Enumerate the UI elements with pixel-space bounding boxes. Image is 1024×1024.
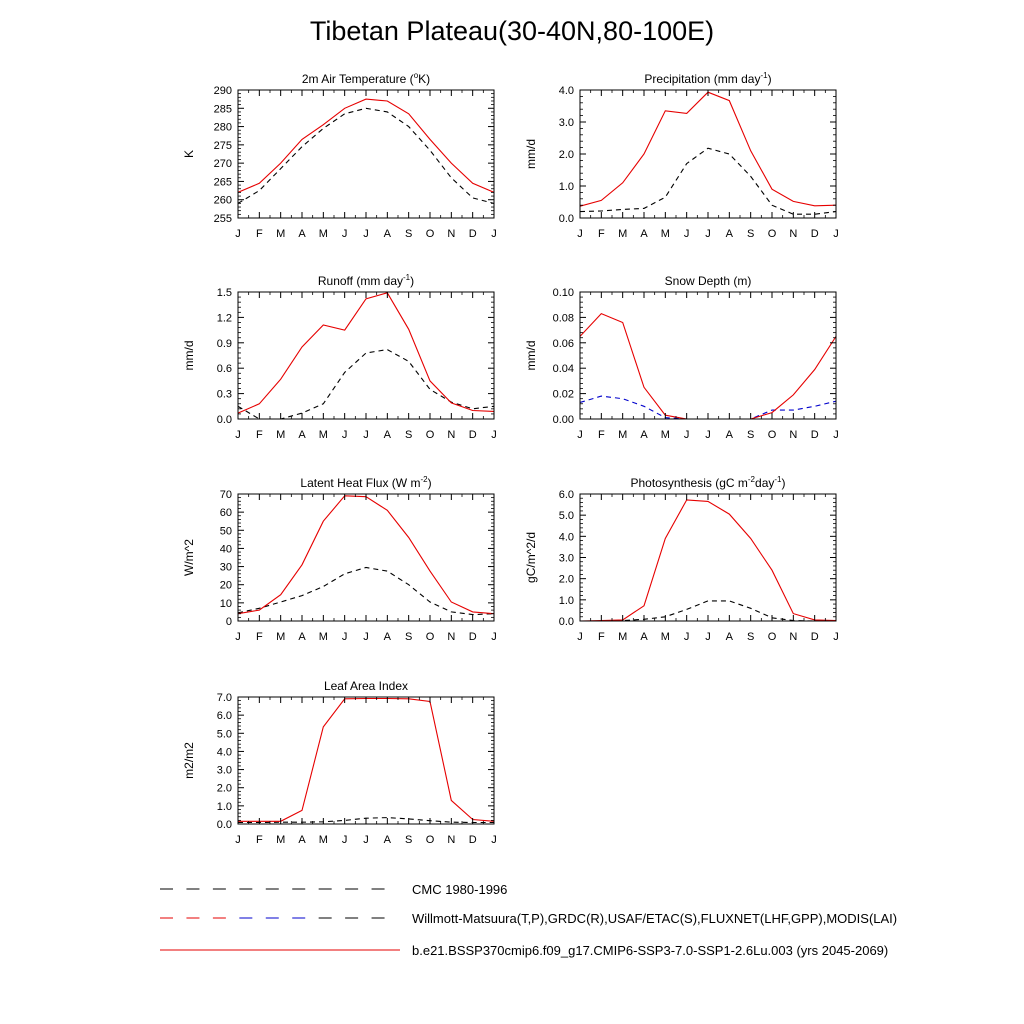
- legend-entry-3: [160, 943, 888, 958]
- x-tick-label: F: [597, 631, 605, 643]
- series-line-model: [238, 293, 494, 413]
- x-tick-label: D: [468, 631, 477, 643]
- series-line-model: [580, 500, 836, 621]
- plot-frame: [580, 494, 836, 621]
- x-tick-label: N: [447, 631, 456, 643]
- x-tick-label: J: [341, 228, 348, 240]
- x-tick-label: J: [491, 631, 497, 643]
- y-tick-label: 5.0: [216, 728, 232, 741]
- y-tick-label: 0.0: [558, 213, 574, 225]
- y-axis-label: K: [182, 149, 196, 159]
- y-tick-label: 0.02: [552, 388, 574, 401]
- x-tick-label: J: [577, 228, 583, 240]
- legend-entry-1: [160, 882, 507, 897]
- x-tick-label: M: [660, 228, 670, 240]
- y-tick-label: 70: [219, 489, 232, 501]
- y-axis-label: gC/m^2/d: [524, 532, 538, 583]
- x-tick-label: J: [235, 834, 241, 846]
- y-tick-label: 1.0: [216, 800, 232, 813]
- y-axis-label: W/m^2: [182, 539, 196, 576]
- panel-title: 2m Air Temperature ($^o$K): [301, 71, 431, 86]
- panel-title: Photosynthesis (gC $m^{-2}day^{-1}$): [630, 475, 786, 490]
- y-tick-label: 7.0: [216, 692, 232, 704]
- x-tick-label: N: [789, 429, 798, 441]
- x-tick-label: S: [746, 631, 755, 643]
- x-tick-label: F: [255, 834, 263, 846]
- x-tick-label: J: [705, 228, 711, 240]
- x-tick-label: J: [363, 834, 369, 846]
- y-tick-label: 0.6: [216, 363, 232, 376]
- x-tick-label: D: [810, 228, 819, 240]
- y-tick-label: 50: [219, 525, 232, 538]
- y-tick-label: 0.9: [216, 337, 232, 350]
- x-tick-label: M: [276, 834, 286, 846]
- y-tick-label: 4.0: [216, 746, 232, 759]
- figure-title: Tibetan Plateau(30-40N,80-100E): [309, 16, 715, 46]
- x-tick-label: A: [640, 429, 648, 441]
- x-tick-label: F: [597, 228, 605, 240]
- x-tick-label: S: [404, 228, 413, 240]
- y-tick-label: 1.0: [558, 594, 574, 607]
- y-tick-label: 4.0: [558, 531, 574, 544]
- series-line-model: [580, 314, 836, 419]
- x-tick-label: D: [810, 631, 819, 643]
- panel-title: Snow Depth (m): [664, 274, 752, 288]
- x-tick-label: S: [404, 429, 413, 441]
- y-tick-label: 3.0: [216, 764, 232, 777]
- x-tick-label: J: [341, 429, 348, 441]
- x-tick-label: N: [789, 228, 798, 240]
- y-tick-label: 270: [213, 158, 232, 171]
- y-axis-label: mm/d: [182, 340, 196, 371]
- x-tick-label: J: [363, 429, 369, 441]
- x-tick-label: F: [255, 429, 263, 441]
- y-tick-label: 265: [213, 176, 232, 189]
- x-tick-label: N: [447, 228, 456, 240]
- y-tick-label: 0.04: [552, 363, 574, 376]
- x-tick-label: D: [468, 429, 477, 441]
- x-tick-label: N: [789, 631, 798, 643]
- x-tick-label: S: [404, 631, 413, 643]
- x-tick-label: O: [425, 631, 435, 643]
- y-tick-label: 275: [213, 139, 232, 152]
- x-tick-label: J: [491, 429, 497, 441]
- y-tick-label: 290: [213, 85, 232, 97]
- series-line-obs: [238, 568, 494, 615]
- x-tick-label: S: [404, 834, 413, 846]
- y-tick-label: 5.0: [558, 510, 574, 523]
- chart-panel-1: [182, 71, 497, 240]
- x-tick-label: J: [363, 228, 369, 240]
- x-tick-label: J: [833, 429, 839, 441]
- x-tick-label: J: [705, 429, 711, 441]
- y-tick-label: 6.0: [558, 489, 574, 501]
- x-tick-label: J: [683, 631, 690, 643]
- x-tick-label: D: [468, 834, 477, 846]
- x-tick-label: O: [425, 228, 435, 240]
- x-tick-label: F: [597, 429, 605, 441]
- series-line-obs: [580, 148, 836, 214]
- x-tick-label: J: [577, 429, 583, 441]
- y-tick-label: 0.10: [552, 287, 574, 299]
- x-tick-label: M: [318, 631, 328, 643]
- x-tick-label: J: [235, 631, 241, 643]
- x-tick-label: M: [318, 429, 328, 441]
- series-line-model: [238, 699, 494, 822]
- legend-label: b.e21.BSSP370cmip6.f09_g17.CMIP6-SSP3-7.0-SSP1-2.6Lu.003 (yrs 2045-2069): [412, 943, 889, 958]
- legend-entry-2: [160, 911, 897, 926]
- x-tick-label: J: [833, 631, 839, 643]
- x-tick-label: J: [833, 228, 839, 240]
- plot-frame: [238, 494, 494, 621]
- x-tick-label: M: [276, 228, 286, 240]
- x-tick-label: N: [447, 429, 456, 441]
- y-tick-label: 260: [213, 194, 232, 207]
- x-tick-label: M: [318, 228, 328, 240]
- x-tick-label: J: [705, 631, 711, 643]
- x-tick-label: N: [447, 834, 456, 846]
- y-tick-label: 2.0: [558, 149, 574, 161]
- x-tick-label: A: [383, 834, 392, 846]
- legend-label: CMC 1980-1996: [412, 882, 508, 897]
- x-tick-label: A: [725, 631, 734, 643]
- x-tick-label: J: [683, 429, 690, 441]
- y-tick-label: 0: [225, 616, 232, 628]
- panel-title: Runoff (mm day$^{-1}$): [317, 273, 415, 288]
- y-tick-label: 2.0: [216, 782, 232, 795]
- y-tick-label: 280: [213, 121, 232, 134]
- y-tick-label: 255: [213, 213, 232, 225]
- plot-frame: [580, 292, 836, 419]
- plot-frame: [580, 90, 836, 218]
- y-tick-label: 0.08: [552, 312, 574, 325]
- x-tick-label: A: [298, 834, 306, 846]
- x-tick-label: A: [725, 228, 734, 240]
- x-tick-label: O: [767, 228, 777, 240]
- x-tick-label: J: [235, 228, 241, 240]
- chart-legend: [160, 882, 897, 958]
- x-tick-label: F: [255, 228, 263, 240]
- x-tick-label: A: [298, 228, 306, 240]
- x-tick-label: J: [235, 429, 241, 441]
- series-line-model: [580, 92, 836, 206]
- chart-panel-6: [524, 475, 839, 643]
- y-tick-label: 0.0: [216, 819, 232, 831]
- x-tick-label: A: [383, 228, 392, 240]
- x-tick-label: A: [640, 228, 648, 240]
- y-tick-label: 2.0: [558, 573, 574, 586]
- y-tick-label: 0.3: [216, 388, 232, 401]
- y-tick-label: 20: [219, 579, 232, 592]
- x-tick-label: O: [425, 834, 435, 846]
- x-tick-label: D: [468, 228, 477, 240]
- x-tick-label: J: [341, 834, 348, 846]
- y-tick-label: 3.0: [558, 552, 574, 565]
- y-tick-label: 3.0: [558, 117, 574, 129]
- chart-panel-7: [182, 679, 497, 846]
- y-tick-label: 4.0: [558, 85, 574, 97]
- x-tick-label: M: [276, 429, 286, 441]
- panel-title: Latent Heat Flux (W $m^{-2}$): [300, 475, 432, 490]
- series-line-model: [238, 496, 494, 614]
- plot-frame: [238, 90, 494, 218]
- x-tick-label: O: [767, 631, 777, 643]
- y-tick-label: 60: [219, 507, 232, 520]
- x-tick-label: S: [746, 228, 755, 240]
- y-axis-label: m2/m2: [182, 742, 196, 779]
- x-tick-label: J: [341, 631, 348, 643]
- y-tick-label: 285: [213, 103, 232, 116]
- y-tick-label: 0.0: [558, 616, 574, 628]
- x-tick-label: M: [618, 631, 628, 643]
- y-tick-label: 10: [219, 597, 232, 610]
- x-tick-label: A: [298, 429, 306, 441]
- x-tick-label: M: [660, 631, 670, 643]
- chart-panel-5: [182, 475, 497, 643]
- chart-panel-2: [524, 71, 839, 240]
- y-tick-label: 1.2: [216, 312, 232, 325]
- panel-title: Leaf Area Index: [323, 679, 409, 693]
- chart-panels: [182, 71, 839, 846]
- y-tick-label: 0.00: [552, 414, 574, 426]
- plot-frame: [238, 292, 494, 419]
- y-tick-label: 6.0: [216, 710, 232, 723]
- x-tick-label: A: [640, 631, 648, 643]
- x-tick-label: F: [255, 631, 263, 643]
- x-tick-label: A: [725, 429, 734, 441]
- y-tick-label: 30: [219, 561, 232, 574]
- chart-panel-4: [524, 274, 839, 441]
- x-tick-label: A: [298, 631, 306, 643]
- x-tick-label: M: [618, 429, 628, 441]
- x-tick-label: J: [577, 631, 583, 643]
- x-tick-label: O: [425, 429, 435, 441]
- y-tick-label: 1.0: [558, 181, 574, 193]
- y-axis-label: mm/d: [524, 139, 538, 169]
- x-tick-label: M: [660, 429, 670, 441]
- y-tick-label: 0.06: [552, 337, 574, 350]
- x-tick-label: J: [363, 631, 369, 643]
- x-tick-label: M: [618, 228, 628, 240]
- x-tick-label: J: [491, 228, 497, 240]
- x-tick-label: O: [767, 429, 777, 441]
- y-tick-label: 40: [219, 543, 232, 556]
- x-tick-label: J: [491, 834, 497, 846]
- series-line-model: [238, 99, 494, 192]
- x-tick-label: D: [810, 429, 819, 441]
- x-tick-label: J: [683, 228, 690, 240]
- chart-panel-3: [182, 273, 497, 441]
- x-tick-label: A: [383, 631, 392, 643]
- series-line-obs: [238, 108, 494, 203]
- x-tick-label: S: [746, 429, 755, 441]
- legend-label: Willmott-Matsuura(T,P),GRDC(R),USAF/ETAC(S),FLUXNET(LHF,GPP),MODIS(LAI): [412, 911, 898, 926]
- x-tick-label: M: [318, 834, 328, 846]
- x-tick-label: M: [276, 631, 286, 643]
- y-tick-label: 0.0: [216, 414, 232, 426]
- y-tick-label: 1.5: [216, 287, 232, 299]
- panel-title: Precipitation (mm day$^{-1}$): [644, 71, 772, 86]
- y-axis-label: mm/d: [524, 340, 538, 371]
- x-tick-label: A: [383, 429, 392, 441]
